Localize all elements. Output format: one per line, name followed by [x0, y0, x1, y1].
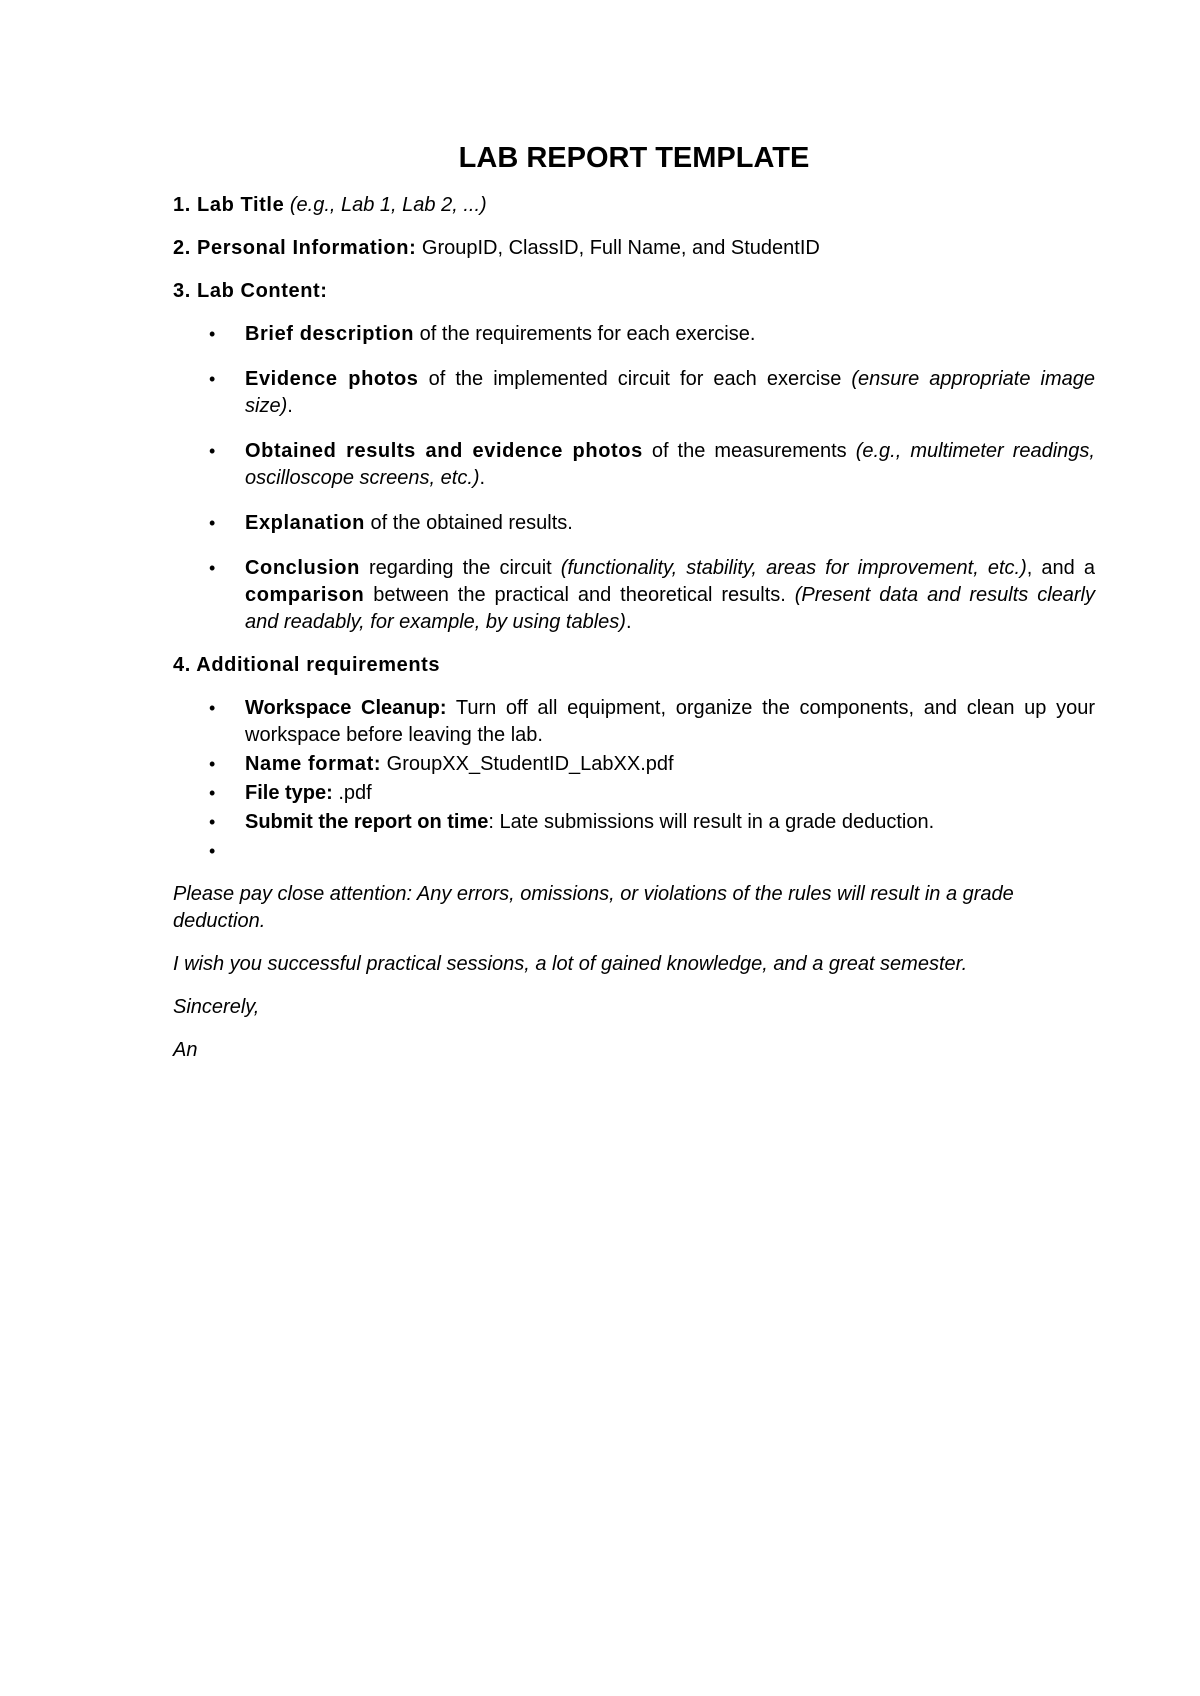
bullet-icon: • [209, 324, 216, 344]
list-item-text: of the measurements [642, 440, 856, 462]
list-item-bold: Evidence photos [245, 368, 419, 390]
list-item-italic: (functionality, stability, areas for improvement, etc.) [560, 557, 1027, 579]
list-item-text: , and a [1026, 557, 1095, 579]
list-item [173, 751, 1095, 778]
bullet-icon: • [209, 558, 216, 578]
bullet-icon: • [209, 513, 216, 533]
list-item [173, 809, 1095, 836]
closing-wish-text: I wish you successful practical sessions, a lot of gained knowledge, and a great semester. [173, 953, 968, 975]
section-additional [173, 652, 1095, 679]
section-lab-title-note: (e.g., Lab 1, Lab 2, ...) [289, 194, 487, 216]
closing-warning-text: Please pay close attention: Any errors, omissions, or violations of the rules will result in a grade deduction. [173, 883, 1014, 932]
bullet-icon: • [209, 783, 216, 803]
list-item-bold: Conclusion [245, 557, 360, 579]
list-item-bold: Name format: [245, 753, 382, 775]
list-item-text: between the practical and theoretical results. [364, 584, 795, 606]
page-title: LAB REPORT TEMPLATE [458, 142, 810, 174]
bullet-icon: • [209, 754, 216, 774]
closing-wish [173, 951, 1095, 978]
list-item-bold: Brief description [245, 323, 415, 345]
list-item-italic: (ensure appropriate image size) [245, 368, 1095, 417]
additional-list [173, 695, 1095, 865]
list-item [173, 366, 1095, 420]
list-item [173, 321, 1095, 348]
list-item-text: GroupXX_StudentID_LabXX.pdf [381, 753, 674, 775]
list-item-bold: Workspace Cleanup: [245, 697, 447, 719]
section-personal-info [173, 235, 1095, 262]
list-item-italic: (Present data and results clearly and readably, for example, by using tables) [245, 584, 1095, 633]
list-item [173, 438, 1095, 492]
list-item-text: of the implemented circuit for each exercise [418, 368, 852, 390]
closing-name [173, 1037, 1095, 1064]
closing-signoff [173, 994, 1095, 1021]
list-item-bold: File type: [245, 782, 333, 804]
bullet-icon: • [209, 841, 216, 861]
list-item [173, 510, 1095, 537]
list-item-text: of the requirements for each exercise. [414, 323, 756, 345]
list-item-end: . [479, 467, 486, 489]
bullet-icon: • [209, 441, 216, 461]
closing-warning [173, 881, 1095, 935]
document-body [173, 140, 1095, 1080]
list-item-text: .pdf [332, 782, 372, 804]
section-lab-content [173, 278, 1095, 305]
list-item-bold: Obtained results and evidence photos [245, 440, 643, 462]
list-item-bold: Submit the report on time [245, 811, 489, 833]
closing-signoff-text: Sincerely, [173, 996, 260, 1018]
section-personal-info-text: GroupID, ClassID, Full Name, and StudentID [421, 237, 820, 259]
list-item [173, 555, 1095, 636]
list-item-text: regarding the circuit [359, 557, 561, 579]
section-additional-label: 4. Additional requirements [173, 654, 441, 676]
list-item-end: . [287, 395, 293, 417]
list-item [173, 695, 1095, 749]
list-item-end: . [625, 611, 632, 633]
list-item-text: : Late submissions will result in a grade deduction. [488, 811, 935, 833]
section-personal-info-label: 2. Personal Information: [173, 237, 417, 259]
bullet-icon: • [209, 812, 216, 832]
author-name: An [173, 1039, 198, 1061]
section-lab-title-label: 1. Lab Title [173, 194, 285, 216]
list-item-empty [173, 838, 1095, 865]
bullet-icon: • [209, 369, 216, 389]
list-item-text: of the obtained results. [364, 512, 573, 534]
bullet-icon: • [209, 698, 216, 718]
list-item-italic: (e.g., multimeter readings, oscilloscope screens, etc.) [245, 440, 1095, 489]
lab-content-list [173, 321, 1095, 636]
section-lab-title [173, 192, 1095, 219]
list-item-bold: comparison [245, 584, 365, 606]
section-lab-content-label: 3. Lab Content: [173, 280, 328, 302]
list-item-text: Turn off all equipment, organize the components, and clean up your workspace before leaving the lab. [245, 697, 1095, 746]
list-item [173, 780, 1095, 807]
list-item-bold: Explanation [245, 512, 365, 534]
